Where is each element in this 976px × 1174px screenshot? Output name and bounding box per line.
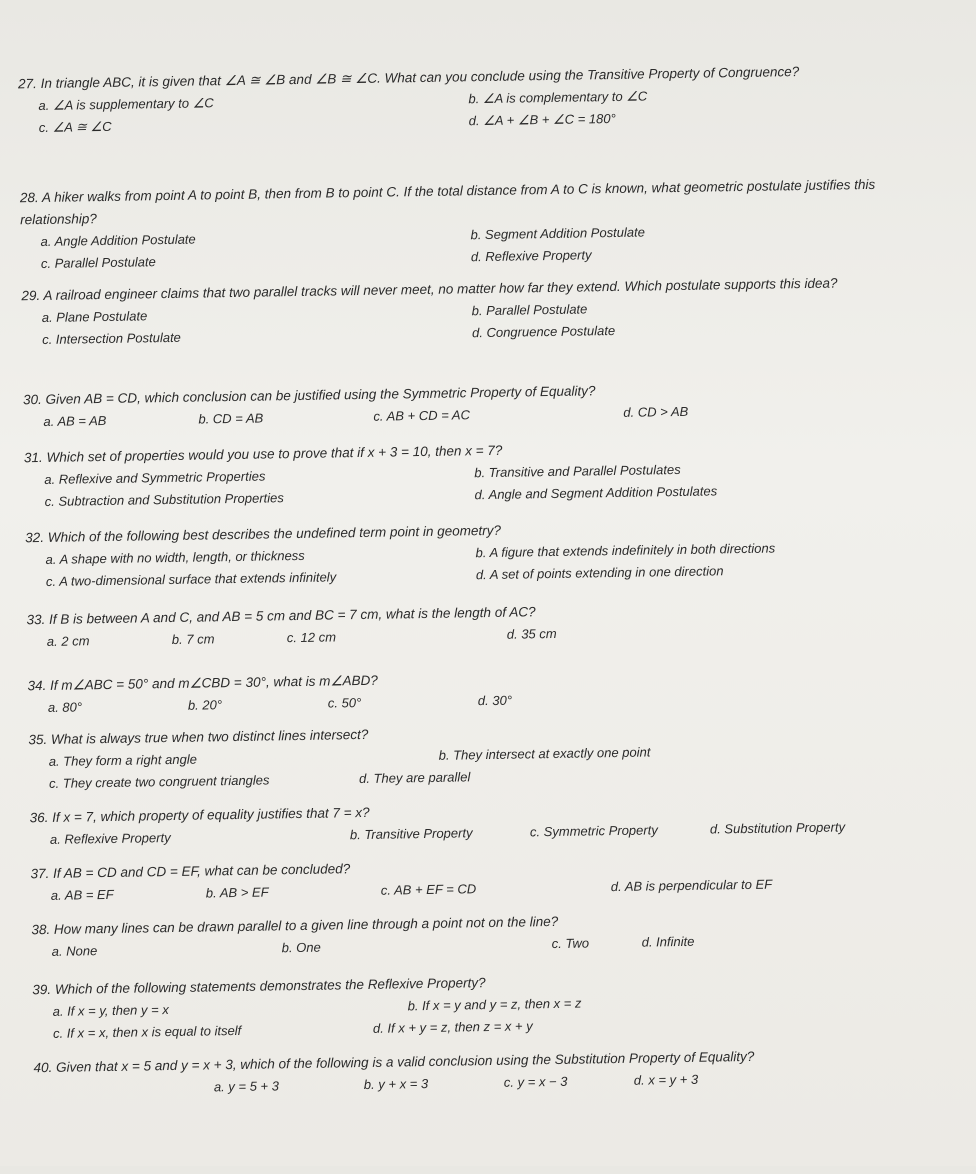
option-c[interactable]: c. Two	[551, 935, 590, 952]
question-34	[19, 661, 940, 719]
option-d[interactable]: d. If x + y = z, then z = x + y	[372, 1018, 533, 1036]
option-a[interactable]: a. A shape with no width, length, or thickness	[45, 547, 305, 567]
option-d[interactable]: d. A set of points extending in one direction	[475, 563, 724, 583]
option-d[interactable]: d. Substitution Property	[709, 819, 846, 837]
option-d[interactable]: d. They are parallel	[358, 769, 471, 787]
option-b[interactable]: b. Transitive Property	[349, 825, 473, 843]
question-33	[18, 595, 939, 653]
question-stem: Given that x = 5 and y = x + 3, which of the following is a valid conclusion using the Substitution Property of Equality?	[55, 1048, 755, 1075]
option-a[interactable]: a. Angle Addition Postulate	[40, 231, 196, 249]
question-stem: How many lines can be drawn parallel to a given line through a point not on the line?	[53, 913, 559, 937]
option-a[interactable]: a. AB = AB	[43, 412, 107, 429]
question-number: 29.	[21, 287, 41, 304]
option-a[interactable]: a. ∠A is supplementary to ∠C	[38, 95, 214, 114]
question-stem: Which of the following best describes the undefined term point in geometry?	[47, 522, 502, 545]
option-d[interactable]: d. ∠A + ∠B + ∠C = 180°	[468, 110, 616, 129]
option-a[interactable]: a. y = 5 + 3	[213, 1078, 280, 1095]
option-d[interactable]: d. 30°	[477, 692, 513, 709]
option-c[interactable]: c. y = x − 3	[503, 1073, 568, 1090]
option-d[interactable]: d. x = y + 3	[633, 1071, 699, 1088]
question-number: 28.	[19, 190, 39, 206]
option-a[interactable]: a. Plane Postulate	[41, 308, 148, 325]
question-stem: Which set of properties would you use to prove that if x + 3 = 10, then x = 7?	[46, 442, 503, 465]
question-number: 40.	[33, 1059, 53, 1076]
question-37	[22, 849, 943, 907]
option-a[interactable]: a. None	[51, 943, 98, 959]
option-c[interactable]: c. Intersection Postulate	[42, 329, 181, 347]
option-b[interactable]: b. Parallel Postulate	[471, 301, 588, 319]
question-40	[25, 1043, 946, 1101]
question-35	[20, 715, 941, 795]
option-b[interactable]: b. Segment Addition Postulate	[470, 224, 646, 243]
question-number: 33.	[26, 611, 46, 628]
question-36	[21, 793, 942, 851]
option-c[interactable]: c. 12 cm	[286, 629, 337, 646]
option-b[interactable]: b. ∠A is complementary to ∠C	[468, 88, 648, 107]
option-b[interactable]: b. A figure that extends indefinitely in both directions	[475, 540, 776, 561]
option-b[interactable]: b. 20°	[187, 697, 223, 713]
option-c[interactable]: c. A two-dimensional surface that extends infinitely	[45, 569, 337, 589]
question-number: 34.	[27, 677, 47, 694]
option-a[interactable]: a. If x = y, then y = x	[52, 1002, 169, 1019]
question-number: 30.	[22, 391, 42, 408]
option-a[interactable]: a. AB = EF	[50, 886, 114, 903]
option-d[interactable]: d. Infinite	[641, 933, 695, 950]
option-b[interactable]: b. One	[281, 939, 321, 956]
question-stem: A railroad engineer claims that two parallel tracks will never meet, no matter how far they extend. Which postulate supports this idea?	[43, 275, 838, 303]
option-c[interactable]: c. Symmetric Property	[529, 822, 658, 840]
option-a[interactable]: a. 2 cm	[46, 633, 90, 649]
option-c[interactable]: c. 50°	[327, 695, 362, 711]
option-a[interactable]: a. They form a right angle	[48, 751, 197, 769]
option-d[interactable]: d. CD > AB	[623, 403, 689, 420]
option-b[interactable]: b. 7 cm	[171, 631, 215, 647]
option-b[interactable]: b. CD = AB	[198, 410, 264, 427]
question-31	[16, 433, 937, 513]
question-stem: What is always true when two distinct lines intersect?	[50, 726, 369, 747]
question-29	[13, 271, 934, 351]
question-stem: If x = 7, which property of equality justifies that 7 = x?	[52, 804, 370, 825]
option-c[interactable]: c. Parallel Postulate	[40, 254, 156, 271]
question-number: 32.	[25, 529, 45, 546]
question-stem: If B is between A and C, and AB = 5 cm and BC = 7 cm, what is the length of AC?	[48, 604, 536, 627]
question-number: 38.	[31, 921, 51, 938]
question-number: 31.	[23, 449, 43, 466]
question-number: 37.	[30, 865, 50, 882]
option-c[interactable]: c. They create two congruent triangles	[48, 772, 270, 791]
option-d[interactable]: d. Congruence Postulate	[471, 322, 616, 341]
option-c[interactable]: c. If x = x, then x is equal to itself	[52, 1022, 242, 1041]
option-c[interactable]: c. ∠A ≅ ∠C	[38, 118, 112, 135]
option-a[interactable]: a. 80°	[47, 699, 83, 715]
option-b[interactable]: b. y + x = 3	[363, 1076, 429, 1093]
question-28	[12, 173, 933, 275]
question-32	[17, 513, 938, 593]
option-a[interactable]: a. Reflexive and Symmetric Properties	[44, 468, 266, 487]
option-c[interactable]: c. Subtraction and Substitution Properties	[44, 490, 284, 509]
question-number: 35.	[28, 731, 48, 748]
option-b[interactable]: b. AB > EF	[205, 884, 269, 901]
question-number: 39.	[32, 981, 52, 998]
question-stem: In triangle ABC, it is given that ∠A ≅ ∠B and ∠B ≅ ∠C. What can you conclude using the Transitive Property of Congruence?	[40, 64, 800, 91]
question-stem: If AB = CD and CD = EF, what can be concluded?	[52, 861, 351, 881]
question-stem: Which of the following statements demonstrates the Reflexive Property?	[54, 975, 486, 997]
question-number: 27.	[17, 76, 37, 92]
option-b[interactable]: b. Transitive and Parallel Postulates	[474, 461, 681, 481]
option-c[interactable]: c. AB + EF = CD	[380, 881, 477, 898]
option-d[interactable]: d. Reflexive Property	[470, 247, 592, 265]
option-c[interactable]: c. AB + CD = AC	[373, 407, 471, 424]
option-d[interactable]: d. AB is perpendicular to EF	[610, 876, 773, 895]
question-stem: Given AB = CD, which conclusion can be justified using the Symmetric Property of Equality?	[45, 383, 596, 407]
question-30	[15, 375, 936, 433]
question-27	[10, 59, 931, 139]
option-d[interactable]: d. Angle and Segment Addition Postulates	[474, 483, 718, 503]
option-d[interactable]: d. 35 cm	[506, 625, 557, 642]
question-stem: A hiker walks from point A to point B, then from B to point C. If the total distance from A to C is known, what geometric postulate justifies this relationship?	[20, 176, 876, 228]
question-39	[24, 965, 945, 1045]
question-stem: If m∠ABC = 50° and m∠CBD = 30°, what is m∠ABD?	[49, 672, 378, 693]
option-a[interactable]: a. Reflexive Property	[49, 830, 171, 847]
option-b[interactable]: b. If x = y and y = z, then x = z	[407, 995, 582, 1014]
question-38	[23, 905, 944, 963]
option-b[interactable]: b. They intersect at exactly one point	[438, 744, 651, 763]
question-number: 36.	[29, 809, 49, 826]
